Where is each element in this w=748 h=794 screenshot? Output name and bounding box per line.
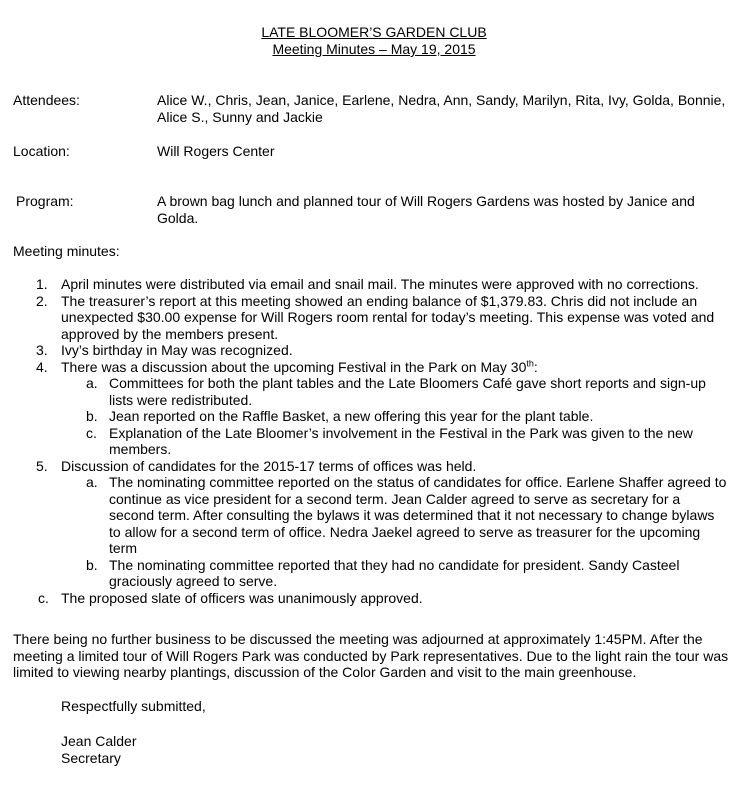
sub-item: [0, 425, 729, 458]
sub-item-letter: c.: [86, 424, 97, 441]
list-item: [0, 590, 727, 607]
attendees-label: Attendees:: [13, 92, 80, 108]
item-text: Ivy’s birthday in May was recognized.: [61, 342, 293, 358]
list-item: [0, 293, 727, 343]
minutes-heading: Meeting minutes:: [13, 243, 120, 259]
closing-paragraph: There being no further business to be discussed the meeting was adjourned at approximately 1:45PM. After the meeting a limited tour of Will Rogers Park was conducted by Park representatives. Due to the light rain the tour was limited to viewing nearby plantings, discussion of the Color Garden and visit to the main greenhouse.: [13, 631, 729, 680]
signoff: Respectfully submitted,: [61, 698, 206, 714]
sub-item-text: The nominating committee reported that they had no candidate for president. Sandy Casteel graciously agreed to serve.: [109, 556, 680, 589]
program-label: Program:: [16, 193, 74, 209]
minutes-subtitle: Meeting Minutes – May 19, 2015: [272, 41, 476, 57]
item-text: The treasurer’s report at this meeting showed an ending balance of $1,379.83. Chris did not include an unexpected $30.00 expense for Will Rogers room rental for today’s meeting. This expense was voted and approved by the members present.: [61, 292, 715, 342]
sub-item-letter: a.: [86, 375, 98, 391]
minutes-list: [0, 276, 748, 606]
club-title: LATE BLOOMER’S GARDEN CLUB: [261, 24, 487, 40]
item-number: 5.: [36, 457, 48, 474]
sub-item-letter: b.: [86, 556, 98, 573]
item-number: 4.: [36, 358, 48, 375]
signer-role: Secretary: [61, 750, 121, 766]
sub-item: [0, 474, 729, 557]
item-letter: c.: [38, 589, 49, 606]
attendees-value: Alice W., Chris, Jean, Janice, Earlene, Nedra, Ann, Sandy, Marilyn, Rita, Ivy, Golda, Bonnie, Alice S., Sunny and Jackie: [157, 92, 726, 125]
item-text: April minutes were distributed via email and snail mail. The minutes were approved with no corrections.: [61, 276, 699, 292]
location-label: Location:: [13, 143, 70, 159]
sub-item-text: The nominating committee reported on the status of candidates for office. Earlene Shaffer agreed to continue as vice president for a second term. Jean Calder agreed to serve as secretary for a second term. After consulting the bylaws it was determined that it not necessary to change bylaws to allow for a second term of office. Nedra Jaekel agreed to serve as treasurer for the upcoming term: [109, 474, 727, 556]
sub-item-text: Jean reported on the Raffle Basket, a new offering this year for the plant table.: [109, 408, 594, 424]
item-text: There was a discussion about the upcoming Festival in the Park on May 30: [61, 358, 527, 375]
location-value: Will Rogers Center: [157, 143, 275, 159]
item-number: 1.: [36, 276, 48, 292]
list-item: [0, 342, 727, 359]
item-number: 2.: [36, 292, 48, 309]
sub-item-letter: a.: [86, 474, 98, 490]
sub-item-letter: b.: [86, 408, 98, 424]
item-number: 3.: [36, 342, 48, 358]
sub-item: [0, 557, 729, 590]
sub-item-text: Explanation of the Late Bloomer’s involvement in the Festival in the Park was given to the new members.: [109, 424, 693, 457]
list-item: [0, 276, 727, 293]
ordinal-suffix: th: [526, 357, 534, 368]
signer-name: Jean Calder: [61, 733, 137, 749]
item-text: The proposed slate of officers was unanimously approved.: [61, 589, 423, 606]
program-value: A brown bag lunch and planned tour of Will Rogers Gardens was hosted by Janice and Golda.: [157, 193, 695, 226]
item-text: Discussion of candidates for the 2015-17 terms of offices was held.: [61, 457, 477, 474]
sub-item: [0, 375, 729, 408]
sub-item: [0, 408, 729, 425]
item-text-tail: :: [533, 358, 538, 375]
list-item: [0, 458, 727, 475]
list-item: [0, 359, 727, 376]
sub-item-text: Committees for both the plant tables and the Late Bloomers Café gave short reports and sign-up lists were redistributed.: [109, 375, 706, 408]
